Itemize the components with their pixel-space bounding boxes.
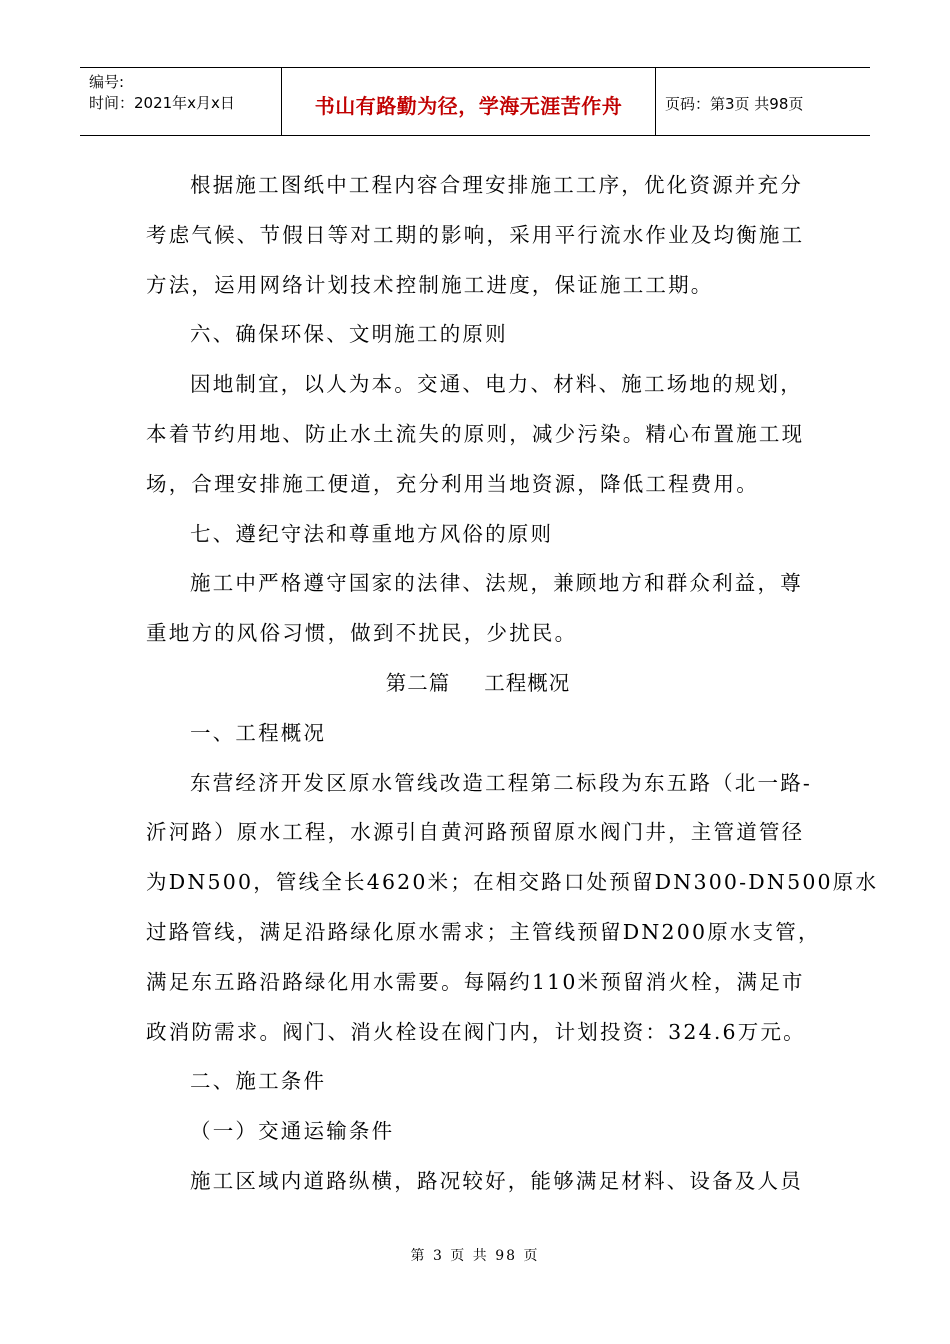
part-name: 工程概况: [484, 670, 571, 695]
page-footer: 第 3 页 共 98 页: [410, 1248, 540, 1264]
body-line: 东营经济开发区原水管线改造工程第二标段为东五路（北一路-: [190, 770, 813, 795]
page-header: [80, 67, 870, 136]
section-heading: 一、工程概况: [190, 720, 327, 745]
serial-label: 编号:: [89, 73, 125, 91]
section-heading: 六、确保环保、文明施工的原则: [190, 322, 508, 347]
section-heading: 七、遵纪守法和尊重地方风俗的原则: [190, 521, 554, 546]
header-meta-cell: [80, 68, 282, 135]
document-body: [146, 161, 879, 1207]
body-line: 场，合理安排施工便道，充分利用当地资源，降低工程费用。: [146, 471, 759, 496]
body-line: 满足东五路沿路绿化用水需要。每隔约110米预留消火栓，满足市: [146, 969, 805, 994]
body-line: 施工区域内道路纵横，路况较好，能够满足材料、设备及人员: [190, 1168, 803, 1193]
header-page-info: 页码：第3页 共98页: [665, 95, 804, 113]
body-line: 沂河路）原水工程，水源引自黄河路预留原水阀门井，主管道管径: [146, 820, 805, 845]
body-line: 因地制宜，以人为本。交通、电力、材料、施工场地的规划，: [190, 372, 803, 397]
date-line: 时间：2021年x月x日: [89, 94, 235, 112]
body-line: 方法，运用网络计划技术控制施工进度，保证施工工期。: [146, 272, 714, 297]
body-line: 根据施工图纸中工程内容合理安排施工工序，优化资源并充分: [190, 173, 803, 197]
body-line: 本着节约用地、防止水土流失的原则，减少污染。精心布置施工现: [146, 421, 805, 446]
body-line: 施工中严格遵守国家的法律、法规，兼顾地方和群众利益，尊: [190, 571, 803, 596]
header-motto: 书山有路勤为径，学海无涯苦作舟: [282, 68, 656, 135]
section-heading: 二、施工条件: [190, 1069, 327, 1094]
part-number: 第二篇: [385, 670, 451, 695]
body-line: 过路管线，满足沿路绿化原水需求；主管线预留DN200原水支管，: [146, 919, 821, 944]
part-title: [146, 659, 810, 709]
body-line: 重地方的风俗习惯，做到不扰民，少扰民。: [146, 621, 578, 646]
body-line: 政消防需求。阀门、消火栓设在阀门内，计划投资：324.6万元。: [146, 1019, 806, 1044]
subsection-heading: （一）交通运输条件: [190, 1119, 395, 1144]
body-line: 为DN500，管线全长4620米；在相交路口处预留DN300-DN500原水: [146, 870, 879, 895]
body-line: 考虑气候、节假日等对工期的影响，采用平行流水作业及均衡施工: [146, 222, 805, 247]
